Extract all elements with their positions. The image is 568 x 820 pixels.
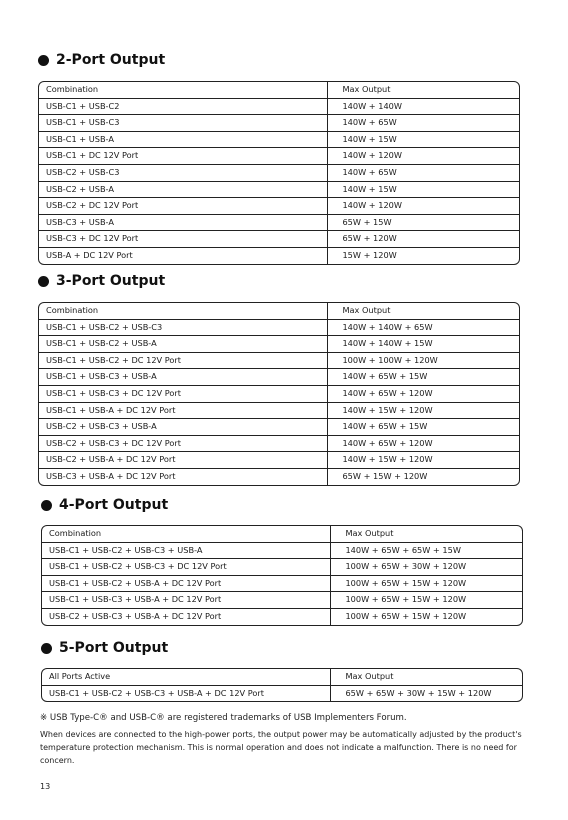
combination-cell: USB-C2 + USB-A — [39, 181, 328, 198]
table-row — [39, 98, 519, 115]
combination-cell: Combination — [39, 82, 328, 98]
max-output-cell: 140W + 15W + 120W — [328, 402, 519, 419]
table-row — [39, 319, 519, 336]
table-row — [42, 575, 522, 592]
max-output-cell: 140W + 15W — [328, 131, 519, 148]
bullet-icon — [41, 643, 52, 654]
max-output-cell: 140W + 15W — [328, 181, 519, 198]
combination-cell: USB-C1 + USB-C3 + USB-A — [39, 369, 328, 386]
max-output-cell: 140W + 140W + 65W — [328, 319, 519, 336]
max-output-cell: 100W + 65W + 15W + 120W — [345, 610, 467, 621]
max-output-cell: 140W + 140W + 15W — [328, 336, 519, 353]
table-row — [42, 542, 522, 559]
table-row — [39, 352, 519, 369]
table-header-row — [42, 669, 522, 685]
max-output-cell: 140W + 15W + 120W — [328, 452, 519, 469]
table-5-port — [41, 668, 523, 702]
table-row — [42, 592, 522, 609]
combination-cell: Combination — [42, 526, 331, 542]
combination-cell: USB-C1 + USB-C2 + USB-C3 — [39, 319, 328, 336]
table-row — [39, 131, 519, 148]
bullet-icon — [38, 55, 49, 66]
table-header-row — [39, 303, 519, 319]
table-row — [39, 181, 519, 198]
combination-cell: USB-C1 + USB-A + DC 12V Port — [39, 402, 328, 419]
combination-cell: USB-C3 + DC 12V Port — [39, 231, 328, 248]
table-row — [39, 435, 519, 452]
table-row — [39, 214, 519, 231]
combination-cell: USB-C1 + USB-C2 + USB-A + DC 12V Port — [42, 575, 331, 592]
combination-cell: USB-C2 + DC 12V Port — [39, 198, 328, 215]
combination-cell: USB-C1 + USB-C2 + USB-A — [39, 336, 328, 353]
combination-cell: USB-C1 + USB-C2 — [39, 98, 328, 115]
max-output-cell: 140W + 140W — [328, 98, 519, 115]
combination-cell: USB-C2 + USB-C3 — [39, 164, 328, 181]
max-output-cell: 140W + 65W — [328, 115, 519, 132]
table-row — [39, 419, 519, 436]
max-output-cell: Max Output — [331, 669, 522, 685]
combination-cell: USB-C2 + USB-A + DC 12V Port — [39, 452, 328, 469]
table-3-port — [38, 302, 520, 486]
section-title-4-port: 4-Port Output — [41, 497, 168, 513]
section-title-5-port: 5-Port Output — [41, 640, 168, 656]
combination-cell: USB-C1 + USB-C3 — [39, 115, 328, 132]
table-row — [39, 336, 519, 353]
max-output-cell: 65W + 15W + 120W — [342, 470, 428, 481]
table-body — [39, 82, 519, 264]
combination-cell: USB-C1 + USB-C2 + USB-C3 + DC 12V Port — [42, 559, 331, 576]
table-body — [42, 526, 522, 625]
section-title-3-port: 3-Port Output — [38, 273, 165, 289]
max-output-cell: 140W + 65W + 120W — [328, 435, 519, 452]
table-row — [39, 247, 519, 263]
max-output-cell: 140W + 65W + 15W — [328, 419, 519, 436]
bullet-icon — [38, 276, 49, 287]
combination-cell: USB-C1 + USB-C3 + USB-A + DC 12V Port — [42, 592, 331, 609]
table-row — [39, 164, 519, 181]
combination-cell: USB-C3 + USB-A — [39, 214, 328, 231]
max-output-cell: Max Output — [328, 303, 519, 319]
table-header-row — [39, 82, 519, 98]
table-row — [39, 369, 519, 386]
table-row — [39, 468, 519, 484]
table-row — [39, 452, 519, 469]
max-output-cell: 140W + 65W + 15W — [328, 369, 519, 386]
bullet-icon — [41, 500, 52, 511]
max-output-cell: 15W + 120W — [342, 249, 397, 260]
combination-cell: USB-C2 + USB-C3 + USB-A + DC 12V Port — [42, 608, 331, 624]
max-output-cell: 65W + 120W — [328, 231, 519, 248]
max-output-cell: 140W + 65W + 65W + 15W — [331, 542, 522, 559]
trademark-note: ※ USB Type-C® and USB-C® are registered trademarks of USB Implementers Forum. — [40, 713, 407, 723]
max-output-cell: 65W + 65W + 30W + 15W + 120W — [345, 687, 492, 698]
table-row — [39, 148, 519, 165]
combination-cell: USB-C1 + USB-A — [39, 131, 328, 148]
combination-cell: All Ports Active — [42, 669, 331, 685]
max-output-cell: Max Output — [328, 82, 519, 98]
disclaimer-text: When devices are connected to the high-power ports, the output power may be automatically adjusted by the product's temperature protection mechanism. This is normal operation and does not indicate a malfunction. There is no need for concern. — [40, 730, 522, 765]
table-row — [42, 685, 522, 701]
table-header-row — [42, 526, 522, 542]
combination-cell: USB-C1 + USB-C2 + USB-C3 + USB-A + DC 12V Port — [42, 685, 331, 701]
combination-cell: USB-C1 + USB-C2 + USB-C3 + USB-A — [42, 542, 331, 559]
page-number: 13 — [40, 782, 51, 791]
max-output-cell: 100W + 65W + 30W + 120W — [331, 559, 522, 576]
table-row — [39, 198, 519, 215]
combination-cell: USB-C1 + USB-C3 + DC 12V Port — [39, 385, 328, 402]
table-row — [39, 402, 519, 419]
combination-cell: USB-C1 + USB-C2 + DC 12V Port — [39, 352, 328, 369]
section-title-2-port: 2-Port Output — [38, 52, 165, 68]
table-row — [39, 385, 519, 402]
max-output-cell: 140W + 65W — [328, 164, 519, 181]
table-4-port — [41, 525, 523, 626]
max-output-cell: 140W + 120W — [328, 148, 519, 165]
max-output-cell: Max Output — [331, 526, 522, 542]
table-row — [39, 115, 519, 132]
combination-cell: USB-A + DC 12V Port — [39, 247, 328, 263]
max-output-cell: 140W + 120W — [328, 198, 519, 215]
table-row — [39, 231, 519, 248]
combination-cell: USB-C2 + USB-C3 + DC 12V Port — [39, 435, 328, 452]
table-body — [42, 669, 522, 701]
max-output-cell: 100W + 65W + 15W + 120W — [331, 592, 522, 609]
table-2-port — [38, 81, 520, 265]
table-row — [42, 559, 522, 576]
table-row — [42, 608, 522, 624]
max-output-cell: 65W + 15W — [328, 214, 519, 231]
combination-cell: Combination — [39, 303, 328, 319]
max-output-cell: 100W + 100W + 120W — [328, 352, 519, 369]
combination-cell: USB-C1 + DC 12V Port — [39, 148, 328, 165]
combination-cell: USB-C2 + USB-C3 + USB-A — [39, 419, 328, 436]
table-body — [39, 303, 519, 485]
max-output-cell: 140W + 65W + 120W — [328, 385, 519, 402]
max-output-cell: 100W + 65W + 15W + 120W — [331, 575, 522, 592]
combination-cell: USB-C3 + USB-A + DC 12V Port — [39, 468, 328, 484]
